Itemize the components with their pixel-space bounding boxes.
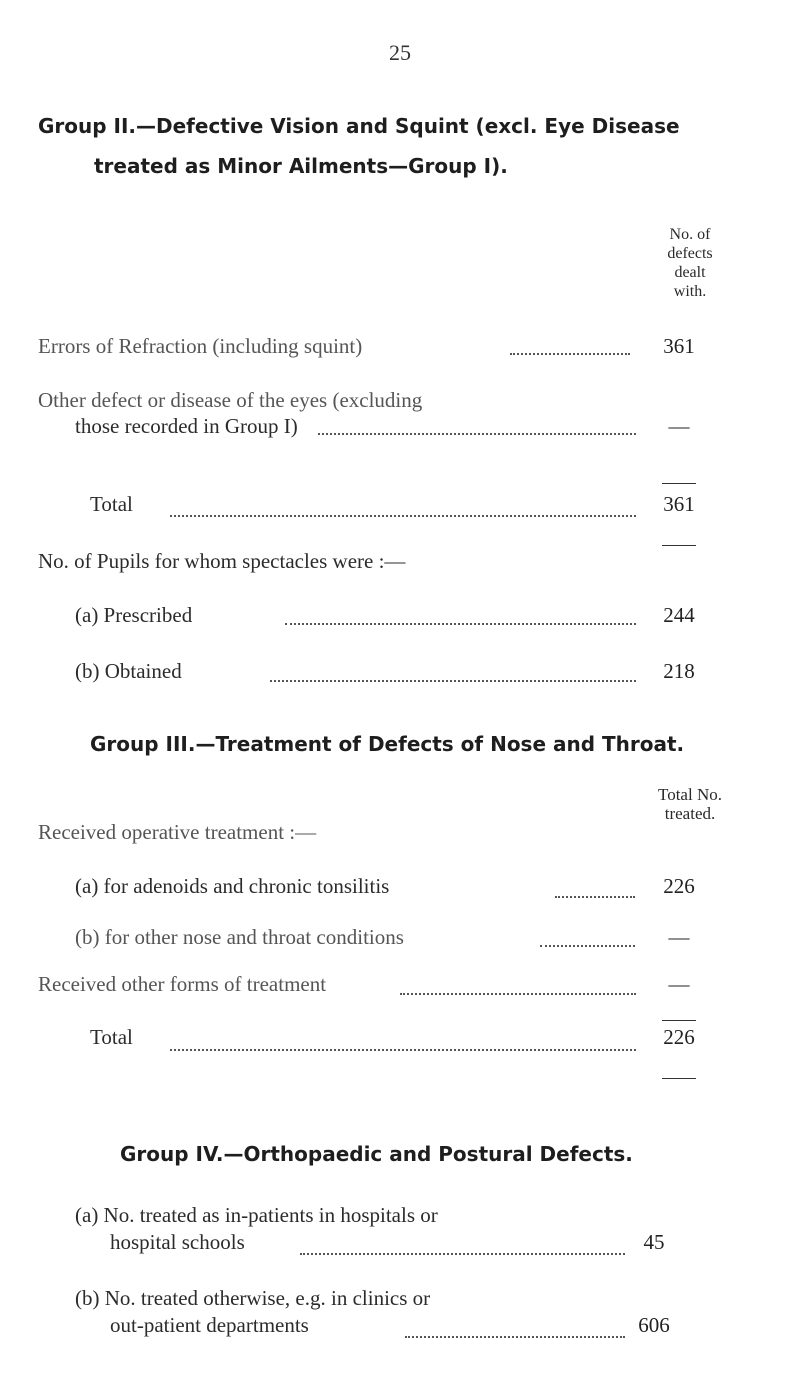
row-label-otherwise-line2: out-patient departments (110, 1313, 309, 1337)
row-value-other-forms: — (668, 972, 690, 996)
col-header-line: Total No. (658, 785, 722, 804)
leader-dots (270, 677, 636, 682)
col-header-line: treated. (664, 804, 716, 823)
row-label-other-defect-line1: Other defect or disease of the eyes (excluding (38, 388, 423, 412)
total-rule-top (662, 1020, 696, 1021)
col-header-line: No. of (669, 226, 711, 243)
row-label-nose-throat: (b) for other nose and throat conditions (75, 925, 404, 949)
page-number: 25 (389, 40, 411, 65)
group2-total-value: 361 (663, 492, 695, 516)
group2-title-line1: Group II.—Defective Vision and Squint (excl. Eye Disease (38, 114, 680, 138)
row-value-adenoids: 226 (663, 874, 695, 898)
row-label-in-patients-line2: hospital schools (110, 1230, 245, 1254)
group3-total-value: 226 (663, 1025, 695, 1049)
leader-dots (170, 1046, 636, 1051)
total-rule-top (662, 483, 696, 484)
group2-column-header (640, 225, 740, 301)
spectacles-prescribed-label: (a) Prescribed (75, 603, 193, 627)
row-value-in-patients: 45 (643, 1230, 665, 1254)
row-value-nose-throat: — (668, 925, 690, 949)
spectacles-heading: No. of Pupils for whom spectacles were :— (38, 549, 406, 573)
leader-dots (555, 893, 635, 898)
leader-dots (510, 350, 630, 355)
total-rule-bottom (662, 545, 696, 546)
row-value-errors-of-refraction: 361 (663, 334, 695, 358)
operative-treatment-heading: Received operative treatment :— (38, 820, 317, 844)
leader-dots (400, 990, 636, 995)
group2-total-label: Total (90, 492, 133, 516)
spectacles-obtained-value: 218 (663, 659, 695, 683)
total-rule-bottom (662, 1078, 696, 1079)
row-label-in-patients-line1: (a) No. treated as in-patients in hospitals or (75, 1203, 438, 1227)
row-label-other-forms: Received other forms of treatment (38, 972, 327, 996)
group2-title-line2: treated as Minor Ailments—Group I). (94, 154, 508, 178)
row-label-otherwise-line1: (b) No. treated otherwise, e.g. in clinics or (75, 1286, 431, 1310)
row-label-other-defect-line2: those recorded in Group I) (75, 414, 298, 438)
leader-dots (170, 512, 636, 517)
col-header-line: defects (667, 245, 713, 262)
row-label-errors-of-refraction: Errors of Refraction (including squint) (38, 334, 363, 358)
row-value-otherwise: 606 (638, 1313, 670, 1337)
group3-total-label: Total (90, 1025, 133, 1049)
col-header-line: dealt (674, 264, 706, 281)
col-header-line: with. (673, 283, 707, 300)
spectacles-obtained-label: (b) Obtained (75, 659, 182, 683)
row-label-adenoids: (a) for adenoids and chronic tonsilitis (75, 874, 390, 898)
group3-column-header (620, 785, 760, 823)
leader-dots (318, 430, 636, 435)
leader-dots (540, 942, 635, 947)
leader-dots (300, 1250, 625, 1255)
leader-dots (285, 620, 636, 625)
leader-dots (405, 1333, 625, 1338)
group3-title: Group III.—Treatment of Defects of Nose and Throat. (90, 732, 685, 756)
spectacles-prescribed-value: 244 (663, 603, 695, 627)
row-value-other-defect: — (668, 414, 690, 438)
group4-title: Group IV.—Orthopaedic and Postural Defects. (120, 1142, 633, 1166)
